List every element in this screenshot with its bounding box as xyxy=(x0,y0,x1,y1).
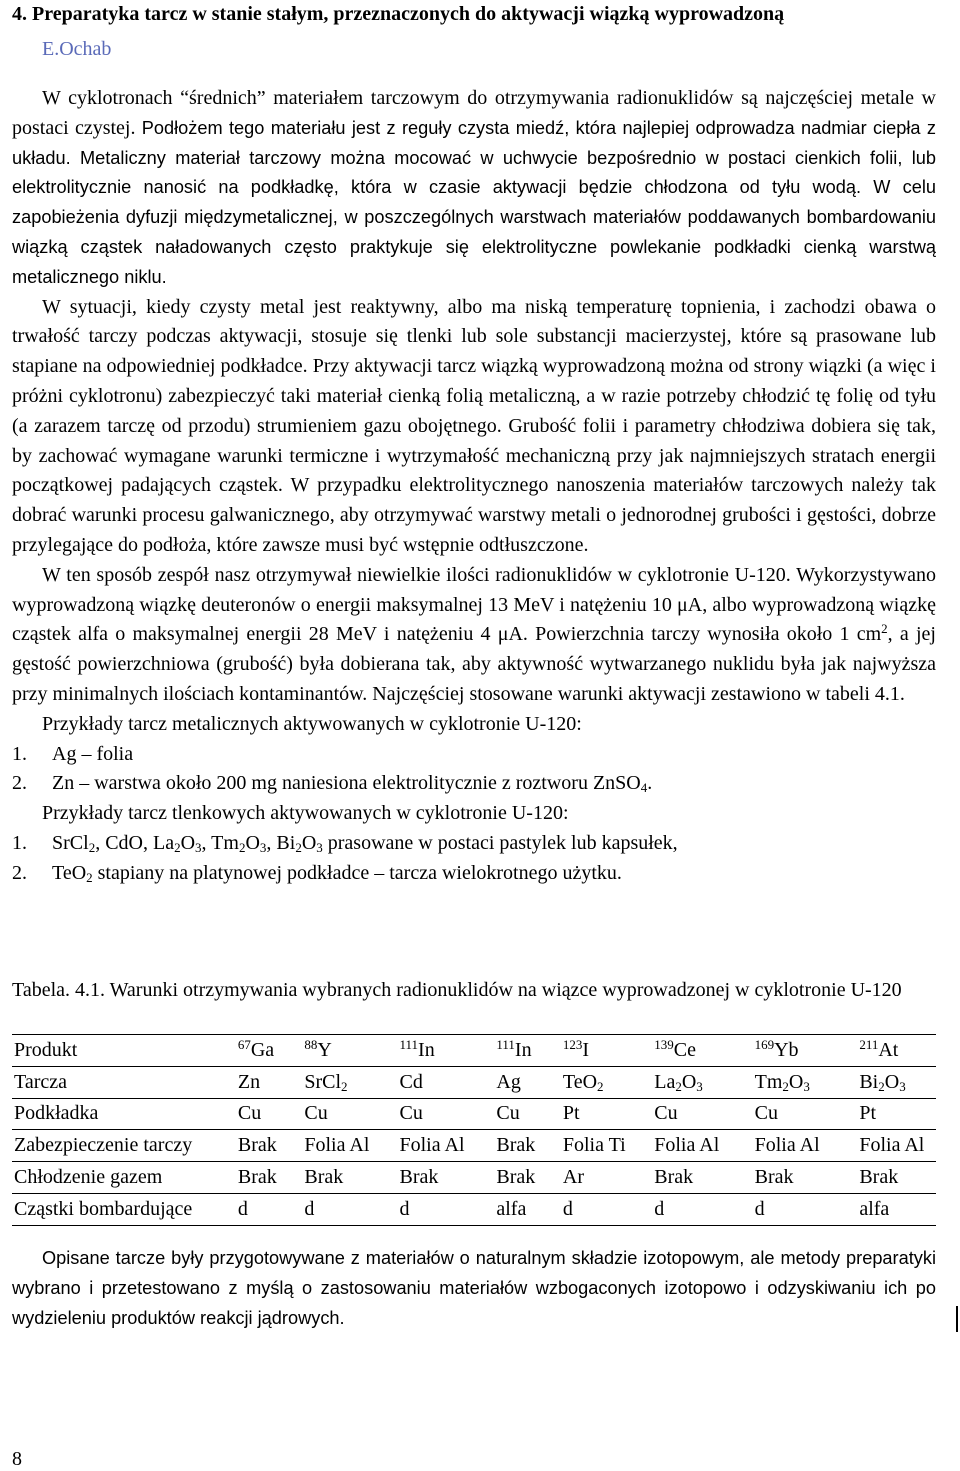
mass-number: 88 xyxy=(304,1036,318,1052)
table-cell xyxy=(12,1193,236,1225)
table-cell xyxy=(12,1098,236,1130)
row-label: Chłodzenie gazem xyxy=(14,1166,163,1189)
table-cell xyxy=(561,1162,652,1194)
mass-number: 111 xyxy=(496,1036,515,1052)
oxide-examples-list xyxy=(12,829,936,889)
cell-value: d xyxy=(654,1197,665,1220)
subscript: 2 xyxy=(341,1078,348,1094)
table-cell xyxy=(753,1162,858,1194)
table-cell xyxy=(857,1098,936,1130)
subscript: 3 xyxy=(316,839,323,855)
row-label: Tarcza xyxy=(14,1070,67,1093)
table-cell xyxy=(302,1035,397,1067)
table-cell xyxy=(302,1066,397,1098)
list-number: 1. xyxy=(12,831,27,854)
formula-text: Zn xyxy=(237,1070,261,1093)
row-label: Produkt xyxy=(14,1038,78,1061)
table-cell xyxy=(753,1130,858,1162)
cell-value: Folia Al xyxy=(654,1134,720,1157)
table-cell xyxy=(236,1035,303,1067)
closing-paragraph-text: Opisane tarcze były przygotowywane z materiałów o naturalnym składzie izotopowym, ale metody preparatyki wybrano i przetestowano z myślą o zastosowaniu materiałów wzbogaconych izotopowo i odzyskiwaniu ich po wydzieleniu produktów reakcji jądrowych. xyxy=(12,1248,936,1328)
list-item-text: Ag – folia xyxy=(52,742,134,765)
list-item xyxy=(12,769,936,799)
list-item xyxy=(12,740,936,770)
mass-number: 139 xyxy=(654,1036,674,1052)
text-cursor xyxy=(956,1306,958,1332)
formula-text: O xyxy=(884,1070,900,1093)
closing-paragraph xyxy=(12,1244,936,1333)
table-cell xyxy=(753,1193,858,1225)
formula-text: O xyxy=(180,831,196,854)
cell-value: Cu xyxy=(754,1102,778,1125)
cell-value: Brak xyxy=(496,1134,536,1157)
cell-value: Folia Ti xyxy=(562,1134,626,1157)
element-symbol: I xyxy=(582,1038,590,1061)
section-title: 4. Preparatyka tarcz w stanie stałym, przeznaczonych do aktywacji wiązką wyprowadzoną xyxy=(12,3,785,25)
formula-text: , Bi xyxy=(266,831,296,854)
list-item-text: Zn – warstwa około 200 mg naniesiona elektrolitycznie z roztworu ZnSO xyxy=(52,772,641,795)
cell-value: d xyxy=(754,1197,765,1220)
cell-value: Cu xyxy=(496,1102,520,1125)
table-row xyxy=(12,1098,936,1130)
cell-value: alfa xyxy=(496,1197,527,1220)
row-label: Zabezpieczenie tarczy xyxy=(14,1134,193,1157)
cell-value: Cu xyxy=(304,1102,328,1125)
mass-number: 67 xyxy=(237,1036,251,1052)
formula-text: , Tm xyxy=(201,831,239,854)
table-cell xyxy=(652,1035,752,1067)
body-text xyxy=(12,84,936,889)
subscript: 3 xyxy=(803,1078,810,1094)
formula-text: , CdO, La xyxy=(95,831,175,854)
mass-number: 211 xyxy=(859,1036,879,1052)
cell-value: Brak xyxy=(304,1166,344,1189)
table-cell xyxy=(652,1098,752,1130)
formula-text: O xyxy=(301,831,317,854)
table-cell xyxy=(753,1066,858,1098)
cell-value: Brak xyxy=(237,1166,277,1189)
element-symbol: In xyxy=(514,1038,532,1061)
subscript: 2 xyxy=(878,1078,885,1094)
subscript: 3 xyxy=(696,1078,703,1094)
formula-text: O xyxy=(788,1070,804,1093)
formula-text: TeO xyxy=(562,1070,598,1093)
table-cell xyxy=(236,1162,303,1194)
element-symbol: Ce xyxy=(673,1038,696,1061)
oxide-examples-intro: Przykłady tarcz tlenkowych aktywowanych w cyklotronie U-120: xyxy=(42,802,569,825)
table-cell xyxy=(12,1130,236,1162)
subscript: 3 xyxy=(259,839,267,855)
table-cell xyxy=(494,1130,561,1162)
subscript: 4 xyxy=(640,780,648,796)
subscript: 2 xyxy=(295,839,302,855)
table-cell xyxy=(398,1066,495,1098)
cell-value: alfa xyxy=(859,1197,890,1220)
cell-value: Cu xyxy=(654,1102,678,1125)
row-label: Podkładka xyxy=(14,1102,99,1125)
table-cell xyxy=(652,1066,752,1098)
table-cell xyxy=(398,1130,495,1162)
table-cell xyxy=(302,1130,397,1162)
cell-value: Cu xyxy=(399,1102,423,1125)
cell-value: Cu xyxy=(237,1102,262,1125)
list-item-text: . xyxy=(647,772,653,795)
formula-text: O xyxy=(245,831,260,854)
subscript: 3 xyxy=(899,1078,906,1094)
cell-value: d xyxy=(237,1197,248,1220)
subscript: 2 xyxy=(597,1078,604,1094)
cell-value: Brak xyxy=(399,1166,439,1189)
element-symbol: Ga xyxy=(250,1038,275,1061)
table-row xyxy=(12,1193,936,1225)
formula-text: Cd xyxy=(399,1070,423,1093)
page-number: 8 xyxy=(12,1448,22,1470)
subscript: 2 xyxy=(174,839,181,855)
mass-number: 123 xyxy=(562,1036,583,1052)
table-cell xyxy=(494,1035,561,1067)
table-cell xyxy=(494,1193,561,1225)
table-cell xyxy=(494,1066,561,1098)
table-cell xyxy=(236,1066,303,1098)
metal-examples-list xyxy=(12,740,936,800)
formula-text: TeO xyxy=(52,861,87,884)
element-symbol: Yb xyxy=(774,1038,799,1061)
formula-text: O xyxy=(681,1070,697,1093)
cell-value: d xyxy=(399,1197,410,1220)
cell-value: Brak xyxy=(496,1166,536,1189)
table-cell xyxy=(398,1035,495,1067)
list-item-text: stapiany na platynowej podkładce – tarcza wielokrotnego użytku. xyxy=(92,861,622,884)
element-symbol: In xyxy=(418,1038,435,1061)
cell-value: Pt xyxy=(859,1102,877,1125)
paragraph-1-part-2: Podłożem tego materiału jest z reguły czysta miedź, która najlepiej odprowadza nadmiar ciepła z układu. Metaliczny materiał tarczowy można mocować w uchwycie bezpośrednio w postaci cienkich folii, lub elektrolitycznie nanosić na podkładkę, która w czasie aktywacji będzie chłodzona od tyłu wodą. xyxy=(12,117,936,198)
table-cell xyxy=(753,1098,858,1130)
cell-value: Brak xyxy=(654,1166,694,1189)
table-cell xyxy=(12,1035,236,1067)
paragraph-1 xyxy=(12,84,936,293)
cell-value: Folia Al xyxy=(859,1134,925,1157)
table-cell xyxy=(236,1098,303,1130)
superscript: 2 xyxy=(881,621,888,637)
formula-text: La xyxy=(654,1070,676,1093)
table-row xyxy=(12,1035,936,1067)
formula-text: Ag xyxy=(496,1070,521,1093)
mass-number: 169 xyxy=(754,1036,775,1052)
metal-examples-intro: Przykłady tarcz metalicznych aktywowanych w cyklotronie U-120: xyxy=(42,712,582,735)
cell-value: Brak xyxy=(237,1134,277,1157)
formula-text: Bi xyxy=(859,1070,879,1093)
mass-number: 111 xyxy=(399,1036,419,1052)
cell-value: Brak xyxy=(859,1166,899,1189)
table-cell xyxy=(652,1130,752,1162)
cell-value: d xyxy=(304,1197,315,1220)
table-cell xyxy=(494,1098,561,1130)
table-cell xyxy=(561,1066,652,1098)
table-cell xyxy=(302,1162,397,1194)
table-cell xyxy=(302,1193,397,1225)
table-row xyxy=(12,1066,936,1098)
list-number: 2. xyxy=(12,861,27,884)
table-cell xyxy=(12,1162,236,1194)
subscript: 3 xyxy=(195,839,202,855)
paragraph-3 xyxy=(12,561,936,710)
table-cell xyxy=(236,1130,303,1162)
paragraph-1-part-3: W celu zapobieżenia dyfuzji międzymetalicznej, w poszczególnych warstwach materiałów poddawanych bombardowaniu wiązką cząstek naładowanych często praktykuje się elektrolityczne powlekanie podkładki cienką warstwą metalicznego niklu. xyxy=(12,177,936,287)
table-cell xyxy=(652,1162,752,1194)
subscript: 2 xyxy=(88,839,96,855)
paragraph-2: W sytuacji, kiedy czysty metal jest reaktywny, albo ma niską temperaturę topnienia, i zachodzi obawa o trwałość tarczy podczas aktywacji, stosuje się tlenki lub sole substancji macierzystej, które są prasowane lub stapiane na odpowiedniej podkładce. Przy aktywacji tarcz wiązką wyprowadzoną można od strony wiązki (a więc i próżni cyklotronu) zabezpieczyć taki materiał cienką folią metaliczną, a w razie potrzeby chłodzić tę folię od tyłu (a zarazem tarczę od przodu) strumieniem gazu obojętnego. Grubość folii i parametry chłodziwa dobiera się tak, by zachować wymagane warunki termiczne i wytrzymałość mechaniczną przy jak najmniejszych stratach energii początkowej padających cząstek. W przypadku elektrolitycznego nanoszenia materiałów tarczowych należy tak dobrać warunki procesu galwanicznego, aby otrzymywać warstwy metali o jednorodnej grubości i gęstości, dobrze przylegające do podłoża, które zawsze musi być wstępnie odtłuszczone. xyxy=(12,295,936,556)
table-cell xyxy=(561,1035,652,1067)
table-cell xyxy=(494,1162,561,1194)
subscript: 2 xyxy=(238,839,246,855)
table-cell xyxy=(857,1193,936,1225)
table-cell xyxy=(857,1130,936,1162)
list-number: 1. xyxy=(12,742,27,765)
list-item-text: prasowane w postaci pastylek lub kapsułek, xyxy=(322,831,678,854)
table-cell xyxy=(857,1066,936,1098)
cell-value: Folia Al xyxy=(754,1134,820,1157)
element-symbol: Y xyxy=(317,1038,332,1061)
table-cell xyxy=(398,1162,495,1194)
formula-text: Tm xyxy=(754,1070,783,1093)
table-row xyxy=(12,1162,936,1194)
formula-text: SrCl xyxy=(304,1070,342,1093)
cell-value: d xyxy=(562,1197,573,1220)
table-cell xyxy=(561,1098,652,1130)
table-cell xyxy=(753,1035,858,1067)
subscript: 2 xyxy=(782,1078,789,1094)
table-cell xyxy=(652,1193,752,1225)
table-row xyxy=(12,1130,936,1162)
table-cell xyxy=(561,1193,652,1225)
table-cell xyxy=(236,1193,303,1225)
table-caption: Tabela. 4.1. Warunki otrzymywania wybranych radionuklidów na wiązce wyprowadzonej w cyklotronie U-120 xyxy=(12,979,902,1001)
element-symbol: At xyxy=(878,1038,899,1061)
author-name: E.Ochab xyxy=(42,38,112,60)
table-cell xyxy=(857,1162,936,1194)
activation-conditions-table xyxy=(12,1034,936,1226)
paragraph-3-text-b: , a jej gęstość powierzchniowa (grubość) była dobierana tak, aby aktywność wytwarzanego nuklidu była jak najwyższa przy minimalnych ilościach kontaminantów. Najczęściej stosowane warunki aktywacji zestawiono w tabeli 4.1. xyxy=(12,623,936,705)
cell-value: Folia Al xyxy=(399,1134,465,1157)
row-label: Cząstki bombardujące xyxy=(14,1197,193,1220)
cell-value: Brak xyxy=(754,1166,794,1189)
list-number: 2. xyxy=(12,772,27,795)
cell-value: Pt xyxy=(562,1102,580,1125)
subscript: 2 xyxy=(675,1078,682,1094)
cell-value: Ar xyxy=(562,1166,584,1189)
table-cell xyxy=(398,1193,495,1225)
paragraph-1-part-1: W cyklotronach “średnich” materiałem tarczowym do otrzymywania radionuklidów są najczęściej metale w postaci czystej. xyxy=(12,87,936,139)
formula-text: SrCl xyxy=(52,831,89,854)
table-cell xyxy=(302,1098,397,1130)
paragraph-3-text-a: W ten sposób zespół nasz otrzymywał niewielkie ilości radionuklidów w cyklotronie U-120. Wykorzystywano wyprowadzoną wiązkę deuteronów o energii maksymalnej 13 MeV i natężeniu 10 μA, albo wyprowadzoną wiązkę cząstek alfa o maksymalnej energii 28 MeV i natężeniu 4 μA. Powierzchnia tarczy wynosiła około 1 cm xyxy=(12,563,936,646)
table-cell xyxy=(12,1066,236,1098)
table-cell xyxy=(398,1098,495,1130)
list-item xyxy=(12,829,936,859)
list-item xyxy=(12,859,936,889)
cell-value: Folia Al xyxy=(304,1134,370,1157)
subscript: 2 xyxy=(86,869,93,885)
table-cell xyxy=(561,1130,652,1162)
table-cell xyxy=(857,1035,936,1067)
